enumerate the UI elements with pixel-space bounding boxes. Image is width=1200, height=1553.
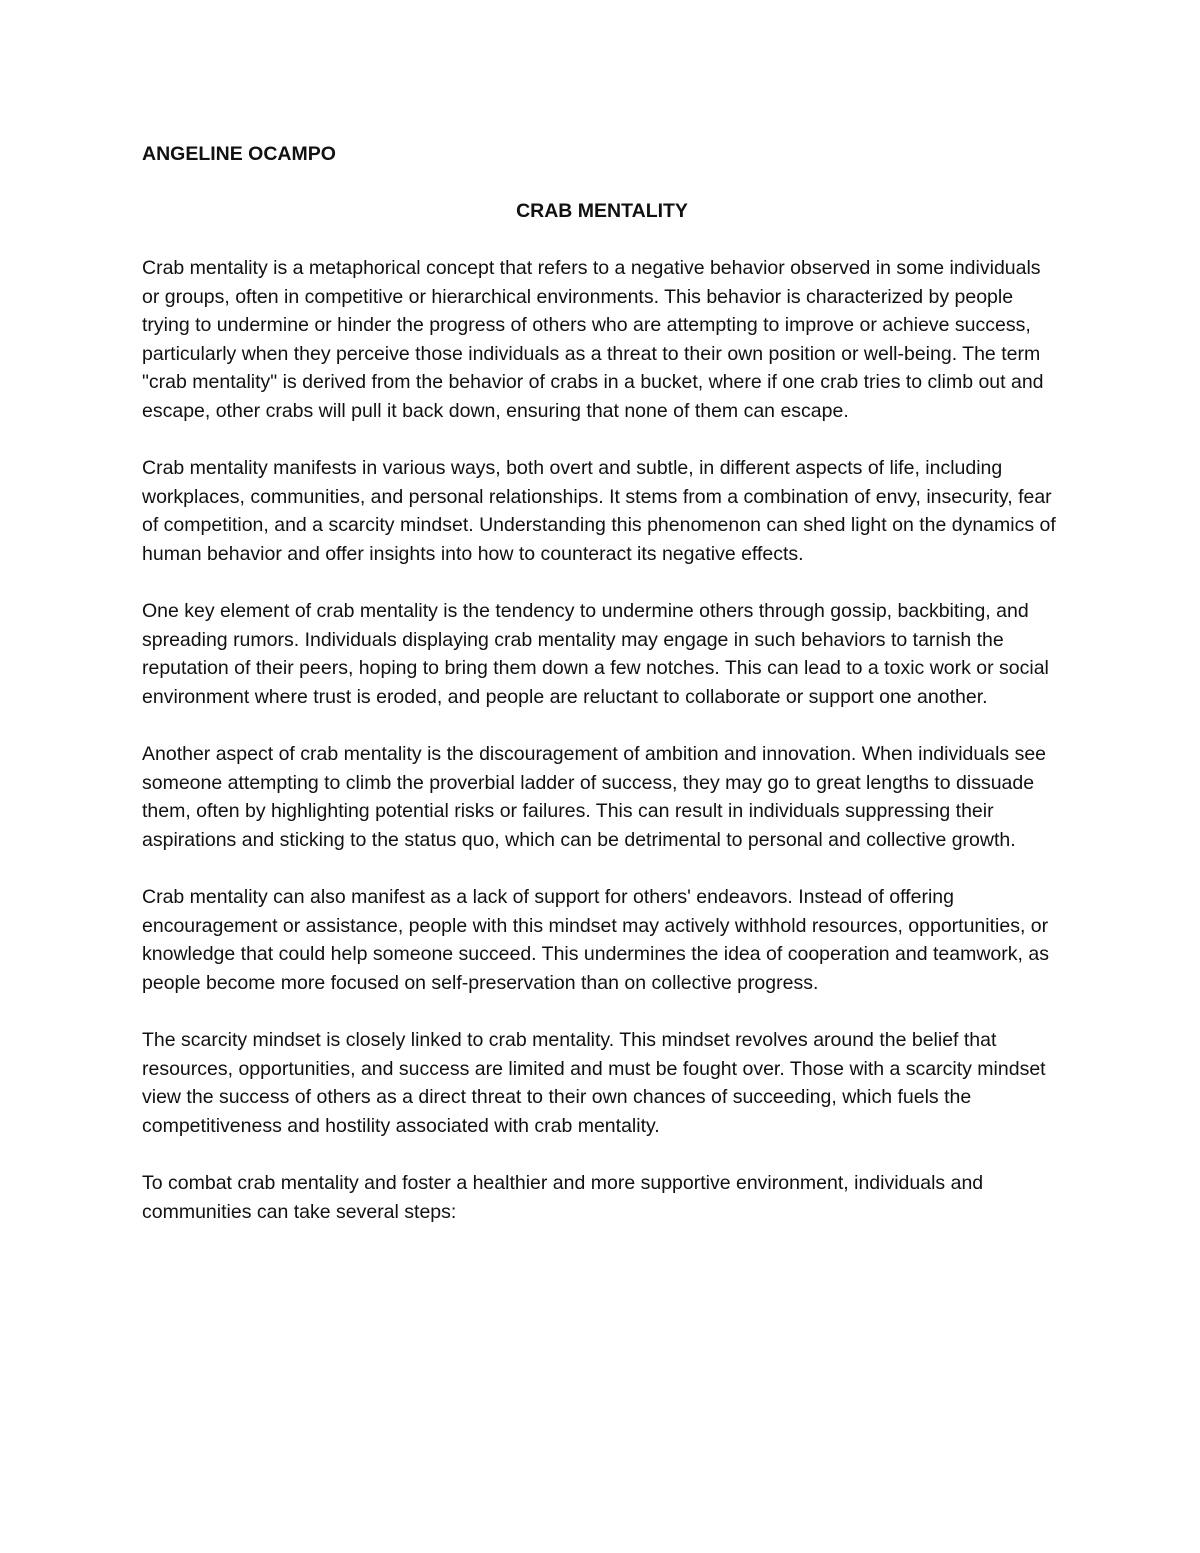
paragraph-1: Crab mentality is a metaphorical concept that refers to a negative behavior observed in some individuals or groups, often in competitive or hierarchical environments. This behavior is characterized by people trying to undermine or hinder the progress of others who are attempting to improve or achieve success, particularly when they perceive those individuals as a threat to their own position or well-being. The term "crab mentality" is derived from the behavior of crabs in a bucket, where if one crab tries to climb out and escape, other crabs will pull it back down, ensuring that none of them can escape. xyxy=(142,257,1044,422)
paragraph-5: Crab mentality can also manifest as a lack of support for others' endeavors. Instead of offering encouragement or assistance, people with this mindset may actively withhold resources, opportunities, or knowledge that could help someone succeed. This undermines the idea of cooperation and teamwork, as people become more focused on self-preservation than on collective progress. xyxy=(142,886,1049,994)
paragraph-4: Another aspect of crab mentality is the discouragement of ambition and innovation. When individuals see someone attempting to climb the proverbial ladder of success, they may go to great lengths to dissuade them, often by highlighting potential risks or failures. This can result in individuals suppressing their aspirations and sticking to the status quo, which can be detrimental to personal and collective growth. xyxy=(142,743,1047,851)
paragraph-6: The scarcity mindset is closely linked to crab mentality. This mindset revolves around the belief that resources, opportunities, and success are limited and must be fought over. Those with a scarcity mindset view the success of others as a direct threat to their own chances of succeeding, which fuels the competitiveness and hostility associated with crab mentality. xyxy=(142,1029,1046,1137)
paragraph-3: One key element of crab mentality is the tendency to undermine others through gossip, backbiting, and spreading rumors. Individuals displaying crab mentality may engage in such behaviors to tarnish the reputation of their peers, hoping to bring them down a few notches. This can lead to a toxic work or social environment where trust is eroded, and people are reluctant to collaborate or support one another. xyxy=(142,600,1049,708)
paragraph-2: Crab mentality manifests in various ways, both overt and subtle, in different aspects of life, including workplaces, communities, and personal relationships. It stems from a combination of envy, insecurity, fear of competition, and a scarcity mindset. Understanding this phenomenon can shed light on the dynamics of human behavior and offer insights into how to counteract its negative effects. xyxy=(142,457,1056,565)
author-name: ANGELINE OCAMPO xyxy=(142,143,336,165)
document-title: CRAB MENTALITY xyxy=(516,200,688,222)
document-body xyxy=(142,140,1062,1255)
paragraph-7: To combat crab mentality and foster a healthier and more supportive environment, individuals and communities can take several steps: xyxy=(142,1172,984,1223)
